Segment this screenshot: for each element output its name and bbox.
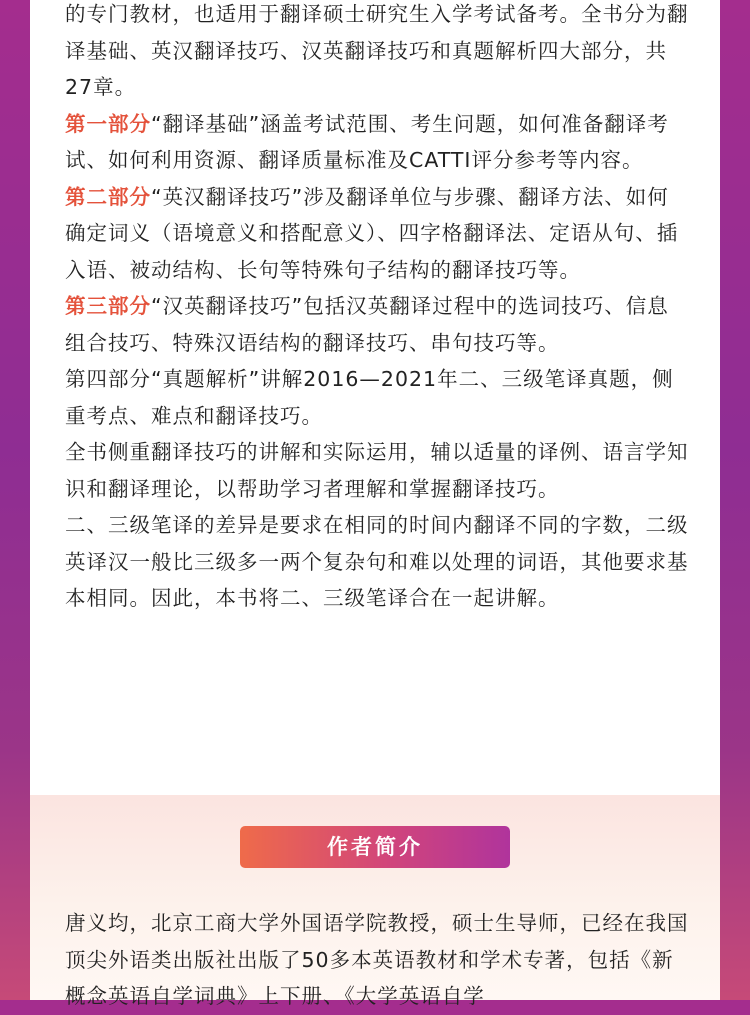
part2-paragraph bbox=[65, 179, 690, 289]
book-intro-text bbox=[65, 0, 690, 617]
author-bio-paragraph: 唐义均，北京工商大学外国语学院教授，硕士生导师，已经在我国顶尖外语类出版社出版了50多本英语教材和学术专著，包括《新概念英语自学词典》上下册、《大学英语自学 bbox=[65, 911, 689, 1008]
author-bio bbox=[65, 905, 690, 1015]
part3-text: “汉英翻译技巧”包括汉英翻译过程中的选词技巧、信息组合技巧、特殊汉语结构的翻译技巧、串句技巧等。 bbox=[65, 294, 669, 355]
intro-paragraph: 的专门教材，也适用于翻译硕士研究生入学考试备考。全书分为翻译基础、英汉翻译技巧、汉英翻译技巧和真题解析四大部分，共27章。 bbox=[65, 2, 689, 99]
part4-paragraph: 第四部分“真题解析”讲解2016—2021年二、三级笔译真题，侧重考点、难点和翻译技巧。 bbox=[65, 367, 674, 428]
part1-text: “翻译基础”涵盖考试范围、考生问题，如何准备翻译考试、如何利用资源、翻译质量标准及CATTI评分参考等内容。 bbox=[65, 111, 669, 172]
book-intro-card bbox=[30, 0, 720, 795]
part2-text: “英汉翻译技巧”涉及翻译单位与步骤、翻译方法、如何确定词义（语境意义和搭配意义）、四字格翻译法、定语从句、插入语、被动结构、长句等特殊句子结构的翻译技巧等。 bbox=[65, 184, 679, 282]
part1-paragraph bbox=[65, 106, 690, 179]
part2-label: 第二部分 bbox=[65, 184, 151, 209]
part3-paragraph bbox=[65, 288, 690, 361]
part3-label: 第三部分 bbox=[65, 294, 151, 318]
part1-label: 第一部分 bbox=[65, 111, 151, 136]
author-section-title: 作者简介 bbox=[240, 826, 510, 868]
summary-paragraph: 全书侧重翻译技巧的讲解和实际运用，辅以适量的译例、语言学知识和翻译理论，以帮助学习者理解和掌握翻译技巧。 bbox=[65, 440, 689, 501]
difference-paragraph: 二、三级笔译的差异是要求在相同的时间内翻译不同的字数，二级英译汉一般比三级多一两个复杂句和难以处理的词语，其他要求基本相同。因此，本书将二、三级笔译合在一起讲解。 bbox=[65, 513, 689, 610]
